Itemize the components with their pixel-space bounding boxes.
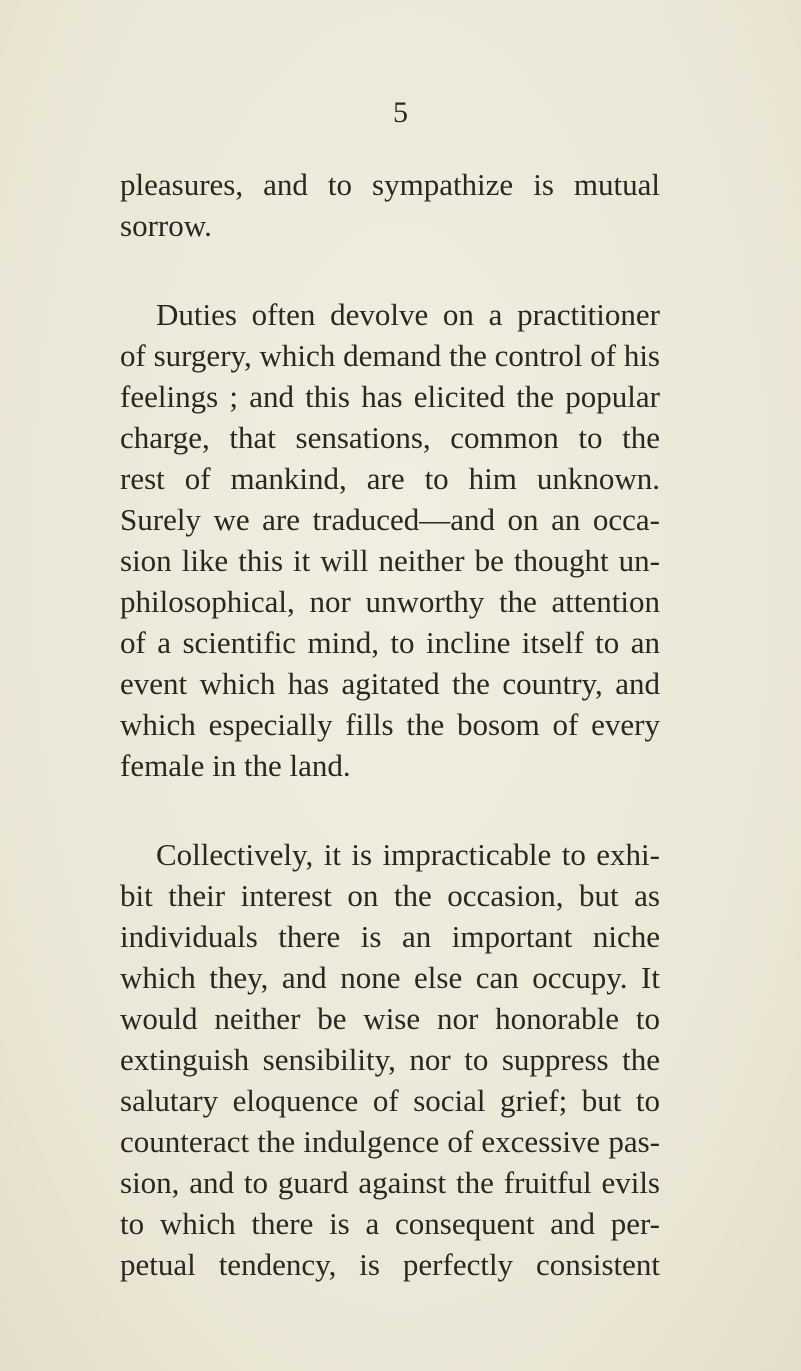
- text-line: to which there is a consequent and per-: [120, 1206, 660, 1241]
- text-line: sion, and to guard against the fruitful evils: [120, 1165, 660, 1200]
- text-line: which they, and none else can occupy. It: [120, 960, 660, 995]
- text-line: Surely we are traduced—and on an occa-: [120, 502, 660, 537]
- text-line: which especially fills the bosom of every: [120, 707, 660, 742]
- text-line: sorrow.: [120, 208, 212, 243]
- text-line: sion like this it will neither be thought un-: [120, 543, 660, 578]
- paragraph-2: [120, 294, 660, 786]
- text-line: would neither be wise nor honorable to: [120, 1001, 660, 1036]
- text-line: salutary eloquence of social grief; but to: [120, 1083, 660, 1118]
- text-line: charge, that sensations, common to the: [120, 420, 660, 455]
- paragraph-1: [120, 164, 660, 246]
- page-number: 5: [393, 96, 408, 129]
- text-line: of a scientific mind, to incline itself to an: [120, 625, 660, 660]
- text-line: event which has agitated the country, and: [120, 666, 660, 701]
- text-line: feelings ; and this has elicited the popular: [120, 379, 660, 414]
- text-line: extinguish sensibility, nor to suppress the: [120, 1042, 660, 1077]
- text-line: pleasures, and to sympathize is mutual: [120, 167, 660, 202]
- text-line: philosophical, nor unworthy the attention: [120, 584, 660, 619]
- text-line: Collectively, it is impracticable to exhi-: [156, 837, 660, 872]
- text-line: petual tendency, is perfectly consistent: [120, 1247, 660, 1282]
- text-line: counteract the indulgence of excessive pas-: [120, 1124, 660, 1159]
- text-line: individuals there is an important niche: [120, 919, 660, 954]
- body-text: [120, 164, 660, 1285]
- text-line: rest of mankind, are to him unknown.: [120, 461, 660, 496]
- text-line: Duties often devolve on a practitioner: [156, 297, 660, 332]
- text-line: of surgery, which demand the control of his: [120, 338, 660, 373]
- paragraph-3: [120, 834, 660, 1285]
- text-line: female in the land.: [120, 748, 351, 783]
- text-line: bit their interest on the occasion, but as: [120, 878, 660, 913]
